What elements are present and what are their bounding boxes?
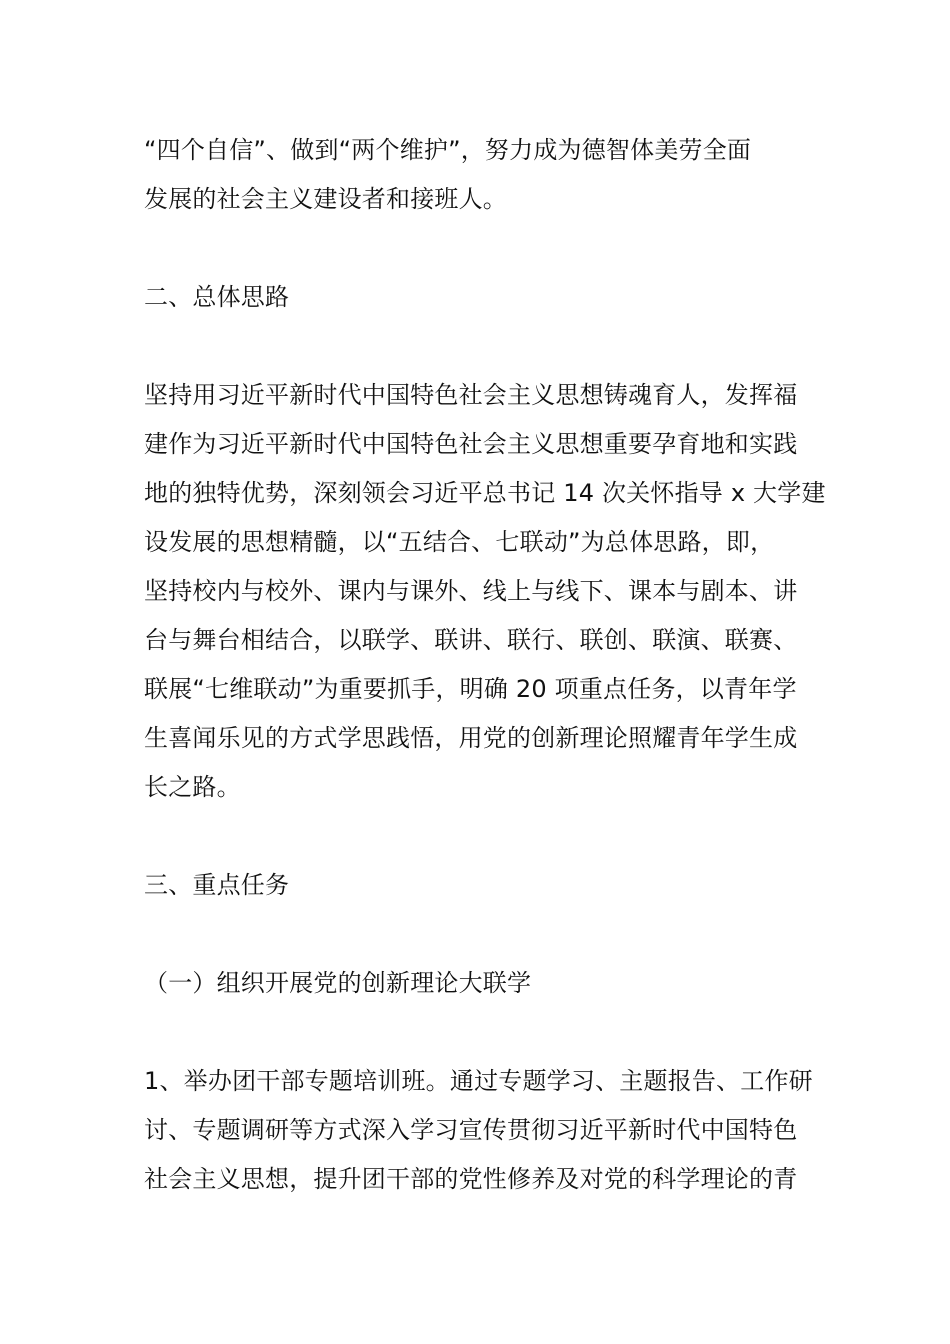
text-line: 坚持校内与校外、课内与课外、线上与线下、课本与剧本、讲: [144, 577, 798, 605]
text-line: 发展的社会主义建设者和接班人。: [144, 185, 507, 213]
heading-text: 二、总体思路: [144, 283, 290, 311]
text-line: 长之路。: [144, 773, 241, 801]
paragraph-gap: [144, 224, 808, 273]
text-line: 设发展的思想精髓，以“五结合、七联动”为总体思路，即，: [144, 528, 775, 556]
text-line: 建作为习近平新时代中国特色社会主义思想重要孕育地和实践: [144, 430, 798, 458]
text-line: 讨、专题调研等方式深入学习宣传贯彻习近平新时代中国特色: [144, 1116, 798, 1144]
paragraph-gap: [144, 812, 808, 861]
heading-text: 三、重点任务: [144, 871, 290, 899]
paragraph-gap: [144, 1008, 808, 1057]
text-line: 台与舞台相结合，以联学、联讲、联行、联创、联演、联赛、: [144, 626, 798, 654]
text-line: 地的独特优势，深刻领会习近平总书记 14 次关怀指导 x 大学建: [144, 479, 826, 507]
text-line: 联展“七维联动”为重要抓手，明确 20 项重点任务，以青年学: [144, 675, 797, 703]
subsection-heading: [144, 959, 808, 1008]
text-line: 社会主义思想，提升团干部的党性修养及对党的科学理论的青: [144, 1165, 798, 1193]
section-heading-key-tasks: [144, 861, 808, 910]
heading-text: （一）组织开展党的创新理论大联学: [144, 969, 532, 997]
paragraph-overall-approach: [144, 371, 826, 812]
text-line: 生喜闻乐见的方式学思践悟，用党的创新理论照耀青年学生成: [144, 724, 798, 752]
paragraph-gap: [144, 910, 808, 959]
text-line: 1、举办团干部专题培训班。通过专题学习、主题报告、工作研: [144, 1067, 813, 1095]
paragraph-task-1: [144, 1057, 813, 1204]
paragraph-gap: [144, 322, 808, 371]
document-body: [144, 126, 826, 1204]
text-line: “四个自信”、做到“两个维护”，努力成为德智体美劳全面: [144, 136, 752, 164]
section-heading-overall-approach: [144, 273, 808, 322]
paragraph-intro: [144, 126, 808, 224]
text-line: 坚持用习近平新时代中国特色社会主义思想铸魂育人，发挥福: [144, 381, 798, 409]
